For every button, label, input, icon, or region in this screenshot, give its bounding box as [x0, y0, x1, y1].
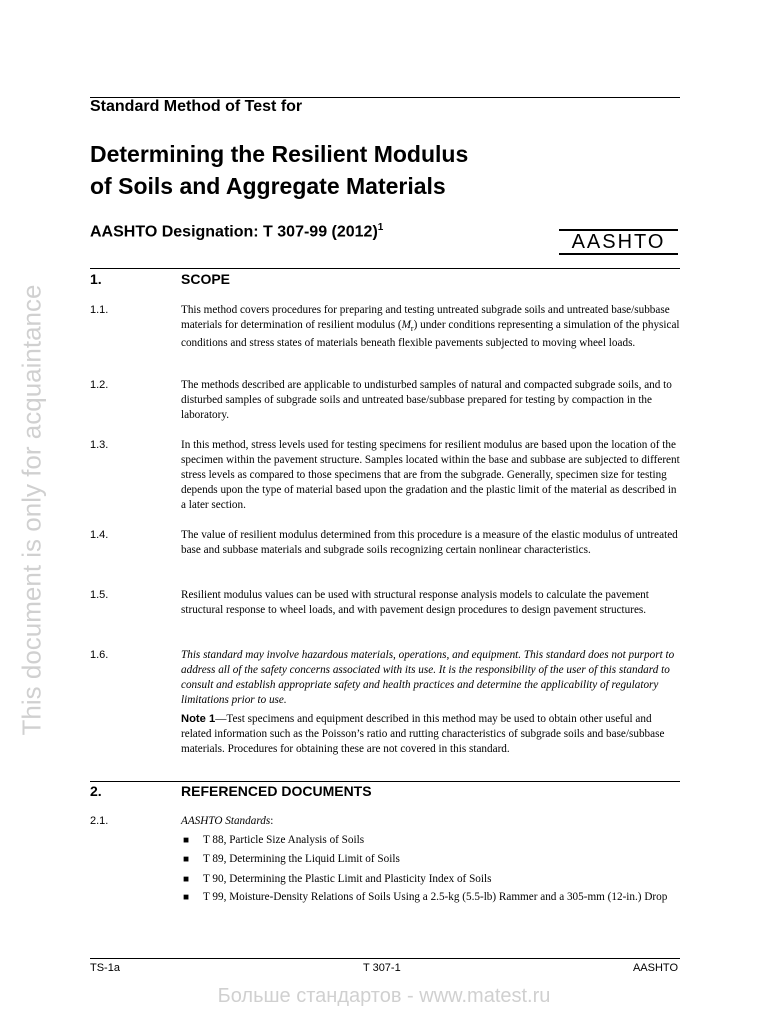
aashto-standards-colon: : [270, 815, 274, 827]
para-1-1-text-a: This method covers procedures for preparing and testing untreated subgrade soils and untreated base/subbase materials for determination of resilient modulus ( [181, 304, 670, 331]
section-1-rule [90, 268, 680, 269]
para-1-1-number: 1.1. [90, 304, 109, 316]
aashto-designation [90, 222, 383, 241]
designation-footnote: 1 [377, 222, 384, 233]
footer-left-code: TS-1a [90, 962, 120, 974]
section-2-number: 2. [90, 783, 102, 799]
section-2-title: REFERENCED DOCUMENTS [181, 783, 372, 799]
ref-item-4: T 99, Moisture-Density Relations of Soils Using a 2.5-kg (5.5-lb) Rammer and a 305-mm (12-in.) Drop [203, 891, 668, 903]
footer-publisher: AASHTO [632, 962, 678, 974]
bullet-icon: ■ [183, 835, 190, 846]
para-2-1-number: 2.1. [90, 815, 109, 827]
aashto-logo: AASHTO [559, 229, 678, 255]
footer-rule [90, 958, 680, 959]
note-1-text: —Test specimens and equipment described in this method may be used to obtain other useful and related information such as the Poisson’s ratio and rutting characteristics of subgrade soils and base/subbase materials. Procedures for obtaining these are not covered in this standard. [181, 713, 665, 755]
document-title [90, 138, 468, 202]
para-1-2-text: The methods described are applicable to undisturbed samples of natural and compacted subgrade soils, and to disturbed samples of subgrade soils and untreated base/subbase prepared for testing by compaction in the laboratory. [181, 379, 672, 421]
ref-item-2: T 89, Determining the Liquid Limit of Soils [203, 853, 400, 865]
bottom-watermark: Больше стандартов - www.matest.ru [217, 985, 551, 1007]
title-line-2: of Soils and Aggregate Materials [90, 173, 446, 199]
para-1-4-text: The value of resilient modulus determined from this procedure is a measure of the elastic modulus of untreated base and subbase materials and subgrade soils recognizing certain nonlinear characteristics. [181, 529, 678, 556]
para-1-3-number: 1.3. [90, 439, 109, 451]
para-1-1-text-b: ) under conditions representing a simulation of the physical conditions and stress states of materials beneath flexible pavements subjected to moving wheel loads. [181, 319, 680, 350]
bullet-icon: ■ [183, 854, 190, 865]
section-1-title: SCOPE [181, 271, 231, 287]
mr-symbol: M [401, 319, 411, 331]
para-1-3-text: In this method, stress levels used for testing specimens for resilient modulus are based upon the location of the specimen within the pavement structure. Samples located within the base and subbase are subjected to different stress levels as compared to those specimens that are from the subgrade. Generally, specimen size for testing depends upon the type of material based upon the gradation and the plastic limit of the material as described in a later section. [181, 439, 680, 511]
document-subtitle: Standard Method of Test for [90, 98, 303, 115]
note-1 [181, 712, 681, 757]
ref-item-3: T 90, Determining the Plastic Limit and Plasticity Index of Soils [203, 873, 492, 885]
footer-page-number: T 307-1 [363, 962, 401, 974]
aashto-standards-label: AASHTO Standards [181, 815, 271, 827]
para-1-2-number: 1.2. [90, 379, 109, 391]
para-1-6-text: This standard may involve hazardous materials, operations, and equipment. This standard does not purport to address all of the safety concerns associated with its use. It is the responsibility of the user of this standard to consult and establish appropriate safety and health practices and determine the applicability of regulatory limitations prior to use. [181, 649, 675, 706]
para-1-5-text: Resilient modulus values can be used with structural response analysis models to calculate the pavement structural response to wheel loads, and with pavement design procedures to design pavement structures. [181, 589, 649, 616]
side-watermark: This document is only for acquaintance [16, 284, 47, 736]
bullet-icon: ■ [183, 874, 190, 885]
para-1-6-number: 1.6. [90, 649, 109, 661]
title-line-1: Determining the Resilient Modulus [90, 141, 469, 167]
para-1-4-number: 1.4. [90, 529, 109, 541]
note-1-label: Note 1 [181, 713, 216, 725]
mr-subscript: r [410, 324, 414, 334]
bullet-icon: ■ [183, 892, 190, 903]
designation-text: AASHTO Designation: T 307-99 (2012) [90, 223, 378, 241]
section-2-rule [90, 781, 680, 782]
para-1-1-text [181, 303, 681, 351]
section-1-number: 1. [90, 271, 102, 287]
ref-item-1: T 88, Particle Size Analysis of Soils [203, 834, 365, 846]
para-1-5-number: 1.5. [90, 589, 109, 601]
para-2-1-text [181, 814, 681, 829]
